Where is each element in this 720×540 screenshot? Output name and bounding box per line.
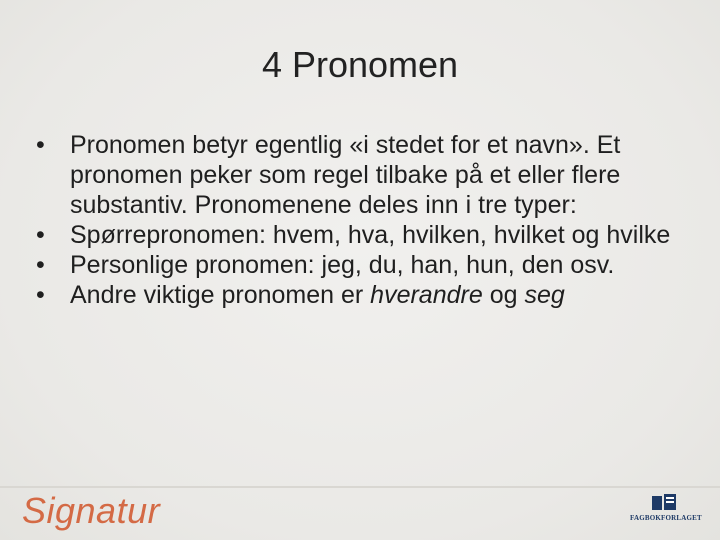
- bullet-item: [30, 220, 680, 250]
- bullet-text: Personlige pronomen: jeg, du, han, hun, den osv.: [70, 251, 615, 279]
- bullet-list: [30, 130, 680, 310]
- bullet-text-prefix: Andre viktige pronomen er: [70, 281, 371, 309]
- bullet-item: [30, 280, 680, 310]
- footer-divider: [0, 486, 720, 488]
- bullet-text-mid: og: [482, 281, 525, 309]
- book-icon: [652, 494, 676, 510]
- publisher-name: FAGBOKFORLAGET: [630, 514, 702, 522]
- bullet-emphasis: seg: [524, 281, 565, 309]
- slide-title: 4 Pronomen: [261, 44, 459, 85]
- bullet-text: Pronomen betyr egentlig «i stedet for et navn». Et pronomen peker som regel tilbake på et eller flere substantiv. Pronomenene deles inn i tre typer:: [70, 131, 621, 219]
- bullet-emphasis: hverandre: [370, 281, 483, 309]
- publisher-logo: [630, 494, 700, 530]
- bullet-item: [30, 130, 680, 220]
- signatur-logo: Signatur: [22, 490, 161, 531]
- bullet-item: [30, 250, 680, 280]
- bullet-text: Spørrepronomen: hvem, hva, hvilken, hvilket og hvilke: [70, 221, 671, 249]
